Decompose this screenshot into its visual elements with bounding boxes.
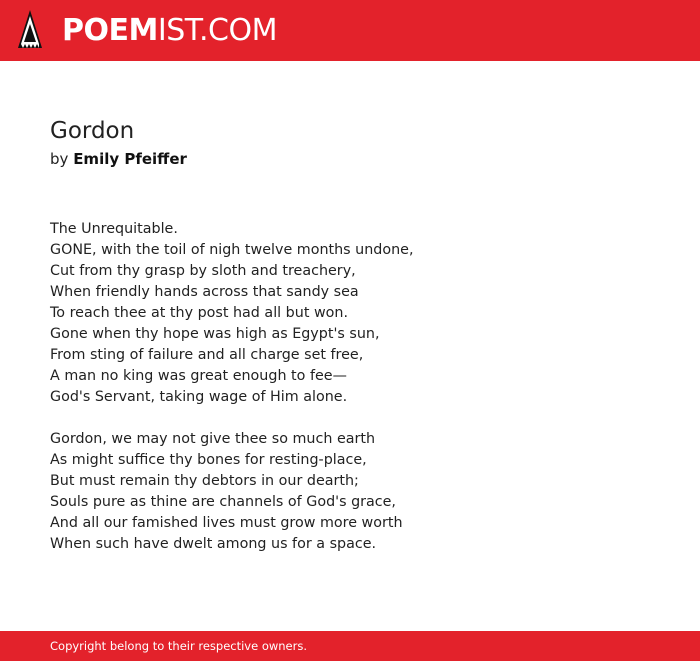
- poem-line: When friendly hands across that sandy sea: [50, 284, 359, 300]
- pencil-tip-icon[interactable]: [17, 10, 43, 52]
- poem-line: From sting of failure and all charge set free,: [50, 347, 364, 363]
- poem-line: The Unrequitable.: [50, 221, 178, 237]
- site-header: [0, 0, 700, 61]
- poem-stanza: [50, 429, 650, 555]
- poem-line: Cut from thy grasp by sloth and treachery,: [50, 263, 356, 279]
- poem-title: Gordon: [50, 118, 135, 144]
- poem-line: Gone when thy hope was high as Egypt's sun,: [50, 326, 380, 342]
- poem-line: GONE, with the toil of nigh twelve months undone,: [50, 242, 414, 258]
- site-footer: [0, 631, 700, 661]
- byline: [50, 149, 187, 169]
- poem-line: God's Servant, taking wage of Him alone.: [50, 389, 348, 405]
- by-label: by: [50, 150, 69, 168]
- poem-line: Souls pure as thine are channels of God's grace,: [50, 494, 396, 510]
- poem-line: As might suffice thy bones for resting-place,: [50, 452, 367, 468]
- poem-line: A man no king was great enough to fee—: [50, 368, 347, 384]
- poem-body: [50, 219, 650, 576]
- poem-line: Gordon, we may not give thee so much earth: [50, 431, 376, 447]
- poem-line: When such have dwelt among us for a space.: [50, 536, 377, 552]
- poem-line: But must remain thy debtors in our dearth;: [50, 473, 359, 489]
- logo-text-bold: POEM: [62, 13, 158, 48]
- copyright-text: Copyright belong to their respective owners.: [50, 639, 308, 653]
- poem-line: To reach thee at thy post had all but won.: [50, 305, 349, 321]
- site-logo[interactable]: [62, 12, 277, 50]
- logo-text-light: IST.COM: [157, 13, 277, 48]
- poem-stanza: [50, 219, 650, 408]
- author-name[interactable]: Emily Pfeiffer: [73, 150, 187, 168]
- poem-line: And all our famished lives must grow more worth: [50, 515, 403, 531]
